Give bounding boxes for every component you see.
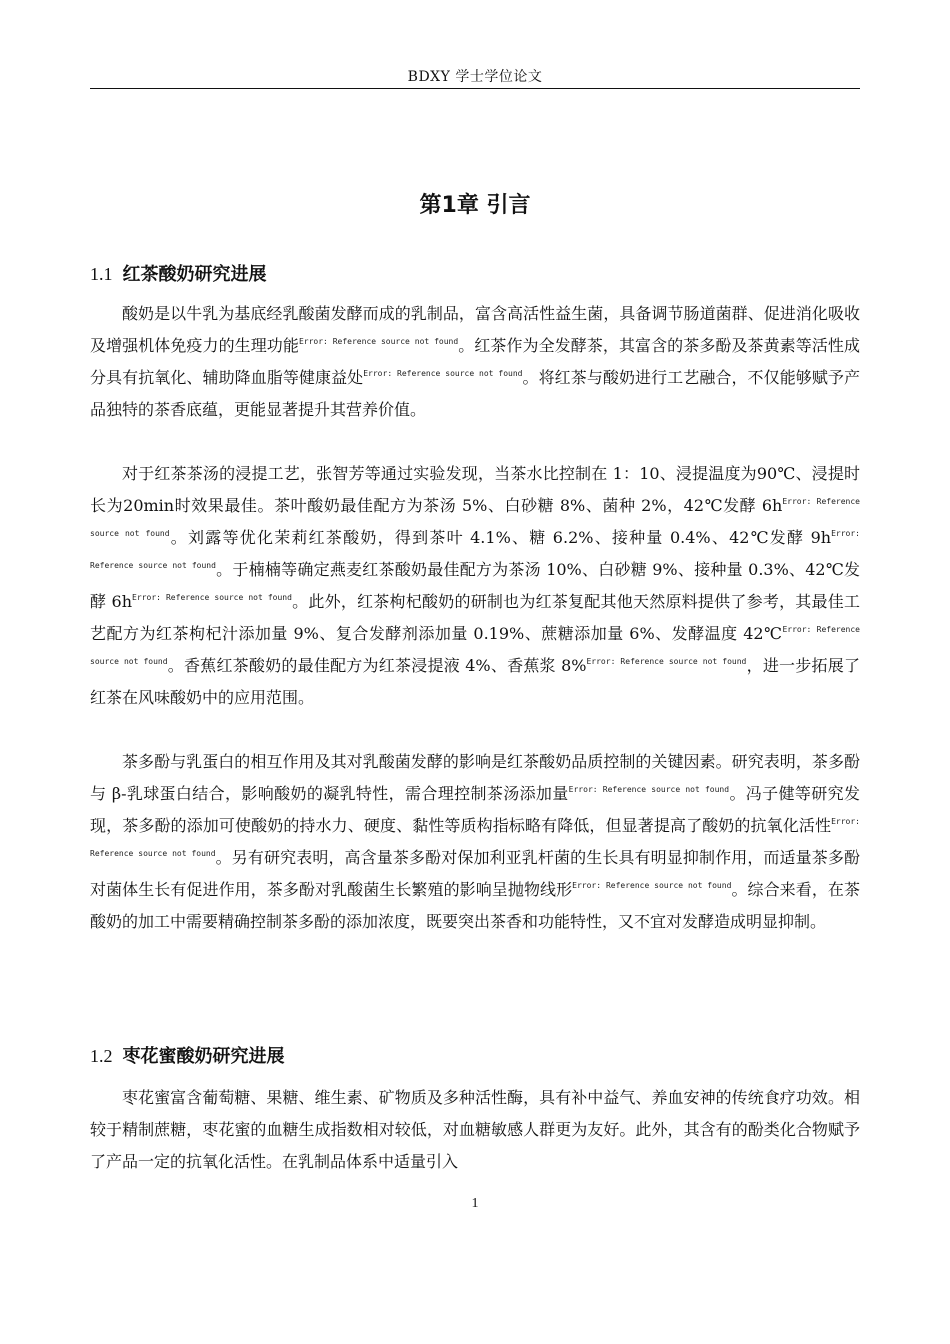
text-run: ，进一步拓展了红茶在风味酸奶中的应用范围。 bbox=[90, 656, 860, 707]
text-run: 茶多酚与乳蛋白的相互作用及其对乳酸菌发酵的影响是红茶酸奶品质控制的关键因素。研究表明，茶多酚与 β-乳球蛋白结合，影响酸奶的凝乳特性，需合理控制茶汤添加量 bbox=[90, 752, 860, 803]
section-title: 枣花蜜酸奶研究进展 bbox=[122, 1046, 285, 1067]
chapter-title: 第1章 引言 bbox=[419, 193, 531, 218]
paragraph-jujube-honey bbox=[90, 1082, 860, 1178]
running-header: BDXY 学士学位论文 bbox=[407, 69, 543, 85]
citation-error: Error: Reference source not found bbox=[298, 337, 459, 346]
text-run: 酸奶是以牛乳为基底经乳酸菌发酵而成的乳制品，富含高活性益生菌，具备调节肠道菌群、促进消化吸收及增强机体免疫力的生理功能 bbox=[90, 304, 860, 355]
text-run: 。于楠楠等确定燕麦红茶酸奶最佳配方为茶汤 10%、白砂糖 9%、接种量 0.3%、42℃发酵 6h bbox=[90, 560, 860, 611]
citation-error: Error: Reference source not found bbox=[568, 785, 730, 794]
text-run: 。红茶作为全发酵茶，其富含的茶多酚及茶黄素等活性成分具有抗氧化、辅助降血脂等健康益处 bbox=[90, 336, 860, 387]
paragraph-black-tea-process bbox=[90, 458, 860, 714]
citation-error: Error: Reference source not found bbox=[572, 881, 732, 890]
text-run: 。冯子健等研究发现，茶多酚的添加可使酸奶的持水力、硬度、黏性等质构指标略有降低，但显著提高了酸奶的抗氧化活性 bbox=[90, 784, 860, 835]
text-run: 对于红茶茶汤的浸提工艺，张智芳等通过实验发现，当茶水比控制在 1：10、浸提温度为90℃、浸提时长为20min时效果最佳。茶叶酸奶最佳配方为茶汤 5%、白砂糖 8%、菌种 2%，42℃发酵 6h bbox=[90, 464, 860, 515]
citation-error: Error: Reference source not found bbox=[90, 625, 860, 666]
section-number: 1.1 bbox=[90, 264, 113, 284]
text-run: 。将红茶与酸奶进行工艺融合，不仅能够赋予产品独特的茶香底蕴，更能显著提升其营养价值。 bbox=[90, 368, 860, 419]
citation-error: Error: Reference source not found bbox=[586, 657, 747, 666]
text-run: 枣花蜜富含葡萄糖、果糖、维生素、矿物质及多种活性酶，具有补中益气、养血安神的传统食疗功效。相较于精制蔗糖，枣花蜜的血糖生成指数相对较低，对血糖敏感人群更为友好。此外，其含有的酚类化合物赋予了产品一定的抗氧化活性。在乳制品体系中适量引入 bbox=[90, 1088, 860, 1171]
citation-error: Error: Reference source not found bbox=[90, 529, 860, 570]
citation-error: Error: Reference source not found bbox=[363, 369, 523, 378]
text-run: 。香蕉红茶酸奶的最佳配方为红茶浸提液 4%、香蕉浆 8% bbox=[167, 656, 587, 675]
page-number: 1 bbox=[471, 1196, 479, 1211]
citation-error: Error: Reference source not found bbox=[90, 497, 860, 538]
section-title: 红茶酸奶研究进展 bbox=[122, 264, 267, 285]
text-run: 。另有研究表明，高含量茶多酚对保加利亚乳杆菌的生长具有明显抑制作用，而适量茶多酚对菌体生长有促进作用，茶多酚对乳酸菌生长繁殖的影响呈抛物线形 bbox=[90, 848, 860, 899]
citation-error: Error: Reference source not found bbox=[132, 593, 292, 602]
text-run: 。综合来看，在茶酸奶的加工中需要精确控制茶多酚的添加浓度，既要突出茶香和功能特性，又不宜对发酵造成明显抑制。 bbox=[90, 880, 860, 931]
paragraph-intro-yogurt bbox=[90, 298, 860, 426]
text-run: 。刘露等优化茉莉红茶酸奶，得到茶叶 4.1%、糖 6.2%、接种量 0.4%、42℃发酵 9h bbox=[169, 528, 832, 547]
section-heading-1-1 bbox=[90, 260, 267, 286]
text-run: 。此外，红茶枸杞酸奶的研制也为红茶复配其他天然原料提供了参考，其最佳工艺配方为红茶枸杞汁添加量 9%、复合发酵剂添加量 0.19%、蔗糖添加量 6%、发酵温度 42℃ bbox=[90, 592, 860, 643]
paragraph-tea-polyphenol bbox=[90, 746, 860, 938]
header-rule bbox=[90, 88, 860, 89]
citation-error: Error: Reference source not found bbox=[90, 817, 860, 858]
section-number: 1.2 bbox=[90, 1046, 113, 1066]
section-heading-1-2 bbox=[90, 1042, 285, 1068]
